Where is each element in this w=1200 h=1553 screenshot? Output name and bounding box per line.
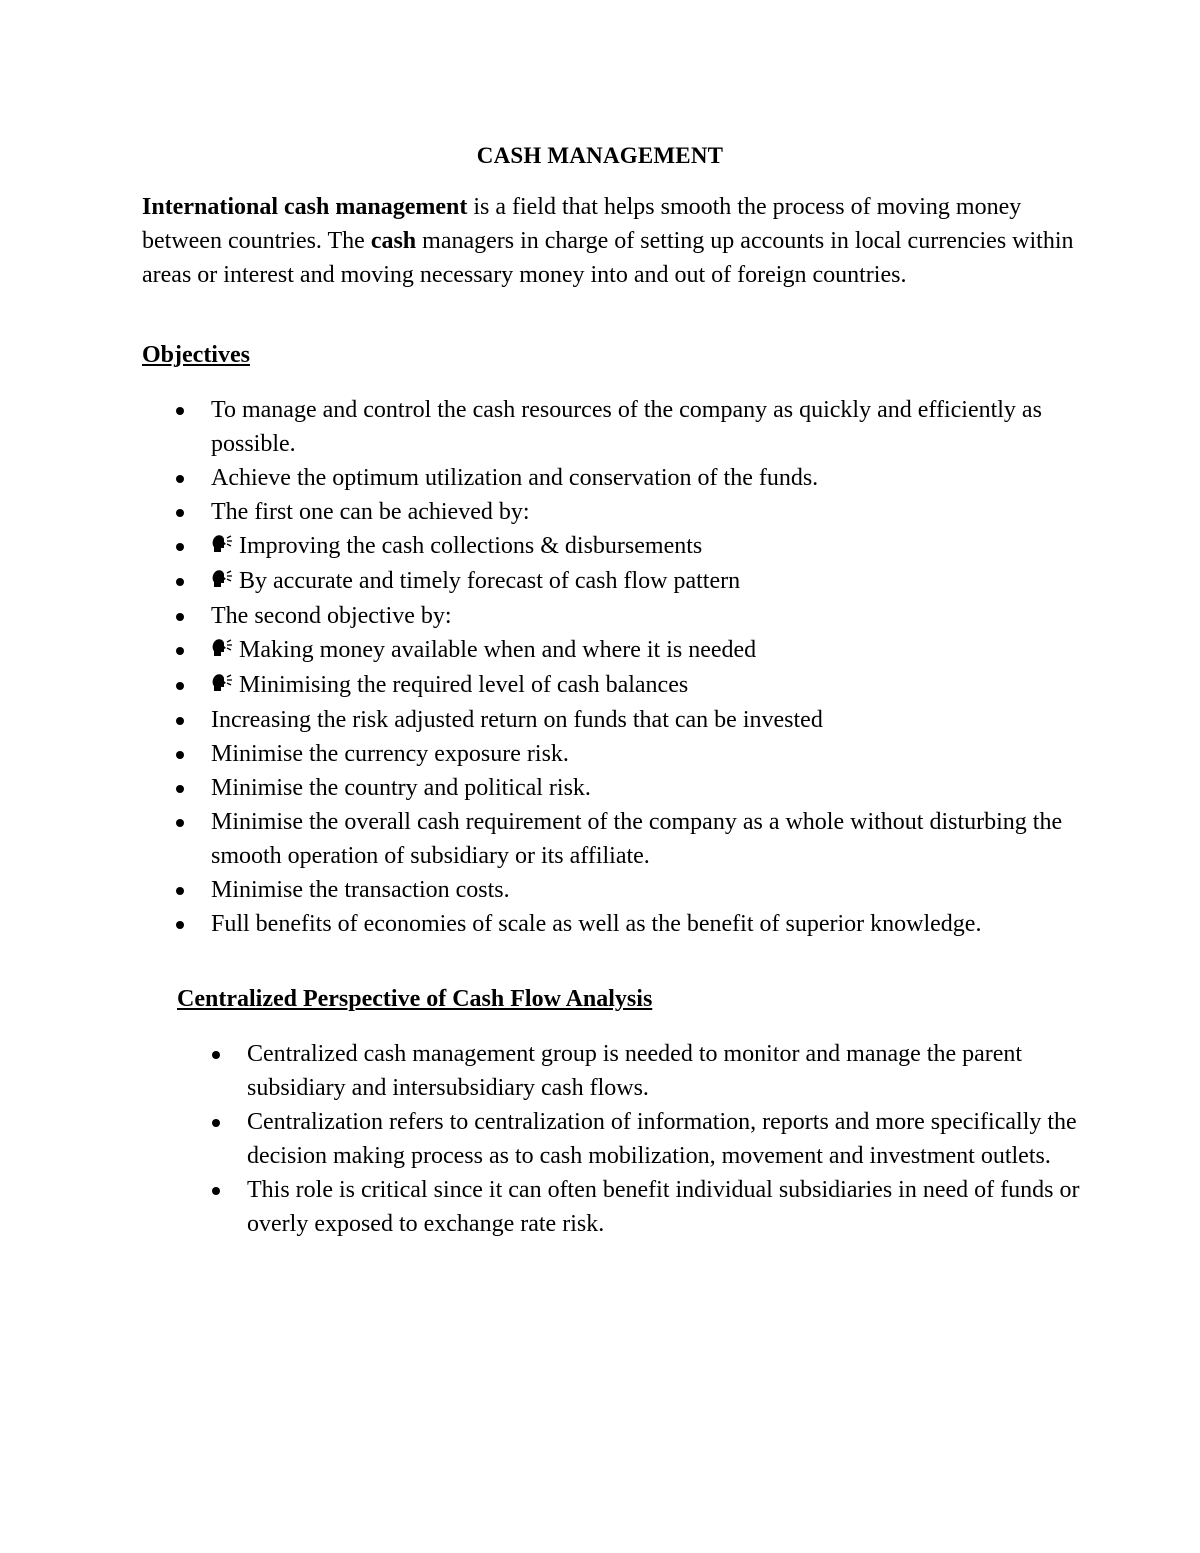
bullet-dot-icon bbox=[176, 543, 184, 551]
objective-item bbox=[211, 668, 1071, 703]
bullet-dot-icon bbox=[176, 887, 184, 895]
bullet-dot-icon bbox=[212, 1187, 220, 1195]
objectives-list bbox=[211, 393, 1071, 941]
intro-bold-term: International cash management bbox=[142, 194, 468, 220]
intro-paragraph bbox=[142, 190, 1082, 292]
objective-item bbox=[211, 495, 1071, 529]
bullet-dot-icon bbox=[176, 475, 184, 483]
bullet-dot-icon bbox=[176, 613, 184, 621]
objective-item bbox=[211, 737, 1071, 771]
objectives-heading: Objectives bbox=[142, 342, 250, 368]
bullet-dot-icon bbox=[176, 647, 184, 655]
document-title: CASH MANAGEMENT bbox=[476, 143, 724, 168]
objective-item bbox=[211, 805, 1071, 873]
list-item-text: Minimise the country and political risk. bbox=[211, 775, 591, 801]
bullet-dot-icon bbox=[176, 509, 184, 517]
objective-item bbox=[211, 599, 1071, 633]
list-item-text: The second objective by: bbox=[211, 603, 452, 629]
speaking-head-icon bbox=[211, 565, 233, 599]
bullet-dot-icon bbox=[176, 785, 184, 793]
list-item-text: Making money available when and where it is needed bbox=[239, 637, 757, 663]
objective-item bbox=[211, 564, 1071, 599]
speaking-head-icon bbox=[211, 530, 233, 564]
bullet-dot-icon bbox=[176, 682, 184, 690]
intro-text-2: managers in charge of setting up accounts in local currencies within areas or interest and moving necessary money into and out of foreign countries. bbox=[142, 228, 1074, 288]
list-item-text: Centralized cash management group is needed to monitor and manage the parent subsidiary and intersubsidiary cash flows. bbox=[247, 1041, 1023, 1101]
bullet-dot-icon bbox=[212, 1119, 220, 1127]
centralized-item bbox=[247, 1037, 1087, 1105]
list-item-text: Minimise the transaction costs. bbox=[211, 877, 510, 903]
list-item-text: Full benefits of economies of scale as well as the benefit of superior knowledge. bbox=[211, 911, 982, 937]
objective-item bbox=[211, 393, 1071, 461]
bullet-dot-icon bbox=[176, 921, 184, 929]
list-item-text: Minimise the currency exposure risk. bbox=[211, 741, 569, 767]
list-item-text: The first one can be achieved by: bbox=[211, 499, 530, 525]
list-item-text: Centralization refers to centralization of information, reports and more specifically the decision making process as to cash mobilization, movement and investment outlets. bbox=[247, 1109, 1077, 1169]
list-item-text: Minimise the overall cash requirement of the company as a whole without disturbing the smooth operation of subsidiary or its affiliate. bbox=[211, 809, 1063, 869]
speaking-head-icon bbox=[211, 634, 233, 668]
intro-text-1: is a field that helps smooth the process of moving money between countries. The bbox=[142, 194, 1022, 254]
objective-item bbox=[211, 529, 1071, 564]
bullet-dot-icon bbox=[212, 1051, 220, 1059]
bullet-dot-icon bbox=[176, 717, 184, 725]
centralized-heading: Centralized Perspective of Cash Flow Analysis bbox=[177, 986, 653, 1012]
objective-item bbox=[211, 703, 1071, 737]
objective-item bbox=[211, 461, 1071, 495]
centralized-item bbox=[247, 1105, 1087, 1173]
speaking-head-icon bbox=[211, 669, 233, 703]
list-item-text: This role is critical since it can often benefit individual subsidiaries in need of funds or overly exposed to exchange rate risk. bbox=[247, 1177, 1080, 1237]
bullet-dot-icon bbox=[176, 407, 184, 415]
centralized-list bbox=[247, 1037, 1087, 1241]
centralized-item bbox=[247, 1173, 1087, 1241]
list-item-text: Improving the cash collections & disbursements bbox=[239, 533, 703, 559]
objective-item bbox=[211, 907, 1071, 941]
bullet-dot-icon bbox=[176, 578, 184, 586]
objective-item bbox=[211, 771, 1071, 805]
list-item-text: Increasing the risk adjusted return on funds that can be invested bbox=[211, 707, 823, 733]
list-item-text: Minimising the required level of cash balances bbox=[239, 672, 689, 698]
intro-bold-cash: cash bbox=[370, 228, 417, 254]
bullet-dot-icon bbox=[176, 751, 184, 759]
bullet-dot-icon bbox=[176, 819, 184, 827]
list-item-text: To manage and control the cash resources of the company as quickly and efficiently as possible. bbox=[211, 397, 1042, 457]
objective-item bbox=[211, 633, 1071, 668]
list-item-text: Achieve the optimum utilization and conservation of the funds. bbox=[211, 465, 819, 491]
objective-item bbox=[211, 873, 1071, 907]
list-item-text: By accurate and timely forecast of cash flow pattern bbox=[239, 568, 741, 594]
